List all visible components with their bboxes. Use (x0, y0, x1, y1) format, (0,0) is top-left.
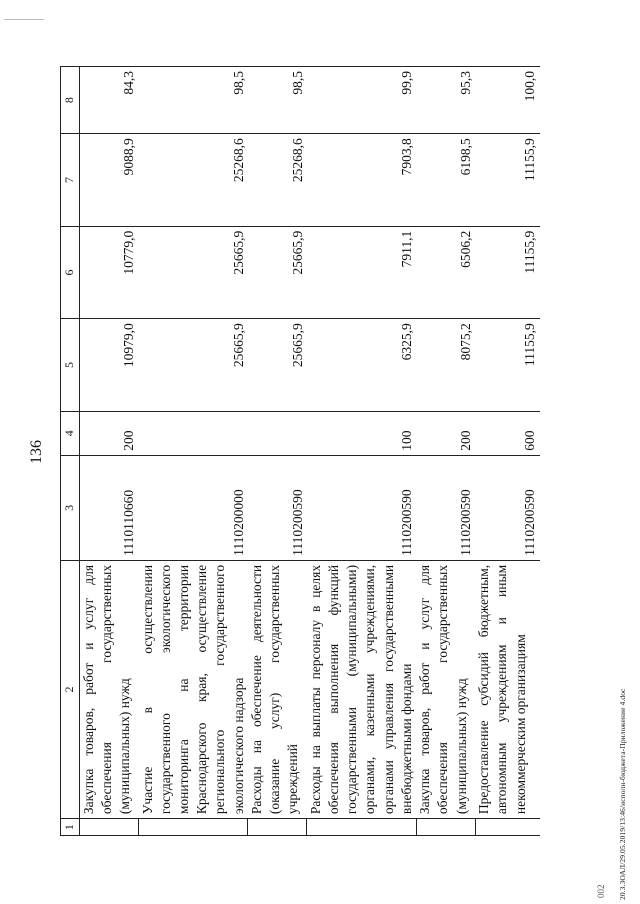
table-row (416, 67, 475, 836)
row-description: Расходы на выплаты персоналу в целях обеспечения выполнения функций государственными (муниципальными) органами, казенными учреждениями, органами управления государственными внебюджетными фондами (307, 560, 416, 818)
row-description: Закупка товаров, работ и услуг для обеспечения государственных (муниципальных) нужд (416, 560, 475, 818)
table-row (80, 67, 139, 836)
row-description: Участие в осуществлении государственного экологического мониторинга на территории Краснодарского края, осуществление регионального государственного экологического надзора (139, 560, 248, 818)
header-col-4: 4 (61, 411, 80, 455)
row-index-cell (139, 819, 248, 836)
row-value-6: 7911,1 (307, 226, 416, 318)
row-code: 1110110660 (80, 455, 139, 560)
row-value-5: 6325,9 (307, 319, 416, 411)
row-expense-type (139, 411, 248, 455)
header-col-2: 2 (61, 560, 80, 818)
row-expense-type: 600 (475, 411, 540, 455)
row-description: Предоставление субсидий бюджетным, автономным учреждениям и иным некоммерческим организациям (475, 560, 540, 818)
header-col-7: 7 (61, 134, 80, 226)
row-value-8: 98,5 (139, 67, 248, 134)
edge-number: 002 (596, 884, 606, 898)
row-description: Расходы на обеспечение деятельности (оказание услуг) государственных учреждений (248, 560, 307, 818)
row-index-cell (80, 819, 139, 836)
row-value-7: 25268,6 (248, 134, 307, 226)
row-value-6: 25665,9 (139, 226, 248, 318)
row-value-5: 11155,9 (475, 319, 540, 411)
row-expense-type: 200 (80, 411, 139, 455)
row-value-7: 7903,8 (307, 134, 416, 226)
budget-table (60, 66, 540, 836)
row-value-5: 25665,9 (248, 319, 307, 411)
row-expense-type: 100 (307, 411, 416, 455)
row-value-8: 100,0 (475, 67, 540, 134)
row-value-7: 25268,6 (139, 134, 248, 226)
row-index-cell (475, 819, 540, 836)
header-row (61, 67, 80, 836)
table-row (475, 67, 540, 836)
table-row (139, 67, 248, 836)
row-index-cell (307, 819, 416, 836)
row-code: 1110200000 (139, 455, 248, 560)
header-col-5: 5 (61, 319, 80, 411)
row-value-6: 11155,9 (475, 226, 540, 318)
row-code: 1110200590 (475, 455, 540, 560)
row-value-8: 99,9 (307, 67, 416, 134)
row-index-cell (248, 819, 307, 836)
header-col-6: 6 (61, 226, 80, 318)
page-number: 136 (28, 440, 45, 464)
row-code: 1110200590 (307, 455, 416, 560)
row-index-cell (416, 819, 475, 836)
row-value-7: 11155,9 (475, 134, 540, 226)
header-col-1: 1 (61, 819, 80, 836)
footer-file-path: 20.3.3ОАЛ/29.05.2019/13:46/исполн-бюджета-Приложение 4.doc (618, 688, 627, 900)
row-expense-type: 200 (416, 411, 475, 455)
row-value-5: 8075,2 (416, 319, 475, 411)
row-code: 1110200590 (248, 455, 307, 560)
row-value-6: 25665,9 (248, 226, 307, 318)
table-row (248, 67, 307, 836)
row-value-8: 84,3 (80, 67, 139, 134)
edge-mark (4, 19, 44, 20)
header-col-3: 3 (61, 455, 80, 560)
row-description: Закупка товаров, работ и услуг для обеспечения государственных (муниципальных) нужд (80, 560, 139, 818)
row-expense-type (248, 411, 307, 455)
row-value-7: 6198,5 (416, 134, 475, 226)
row-value-6: 10779,0 (80, 226, 139, 318)
row-value-7: 9088,9 (80, 134, 139, 226)
row-value-5: 10979,0 (80, 319, 139, 411)
row-value-6: 6506,2 (416, 226, 475, 318)
row-value-5: 25665,9 (139, 319, 248, 411)
table-row (307, 67, 416, 836)
row-value-8: 98,5 (248, 67, 307, 134)
row-value-8: 95,3 (416, 67, 475, 134)
header-col-8: 8 (61, 67, 80, 134)
row-code: 1110200590 (416, 455, 475, 560)
